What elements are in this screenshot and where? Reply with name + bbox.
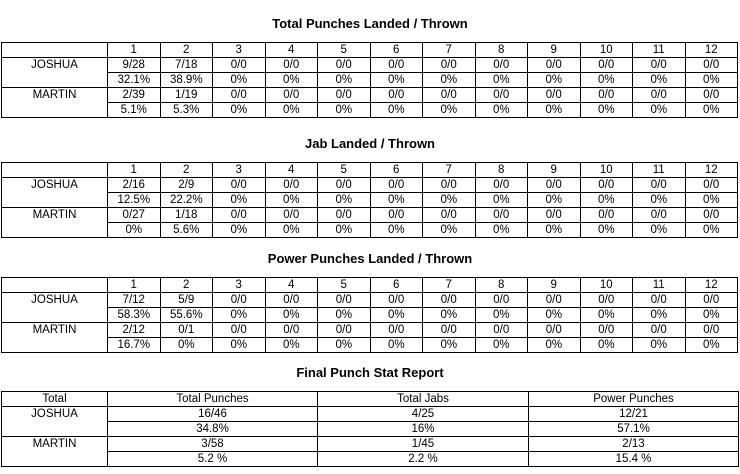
fighter-landed-row <box>2 208 738 223</box>
round-header-cell: 10 <box>580 278 633 293</box>
table-cell: 0% <box>265 193 318 208</box>
round-header-cell: 2 <box>160 43 213 58</box>
table-cell: 0% <box>475 73 528 88</box>
table-cell: 55.6% <box>160 308 213 323</box>
table-cell: 0/27 <box>108 208 161 223</box>
table-cell: 0/0 <box>423 178 476 193</box>
table-cell: 0/0 <box>265 323 318 338</box>
table-cell: 0% <box>213 193 266 208</box>
round-header-cell: 11 <box>633 43 686 58</box>
round-header-cell: 7 <box>423 278 476 293</box>
table-cell: 0/0 <box>685 208 738 223</box>
round-header-cell: 9 <box>528 163 581 178</box>
table-cell: 0% <box>633 223 686 238</box>
fighter-pct-row <box>2 73 738 88</box>
table-cell: 0% <box>528 308 581 323</box>
table-cell: 0/0 <box>318 293 371 308</box>
table-cell: 0/0 <box>633 323 686 338</box>
fighter-name: MARTIN <box>2 88 108 118</box>
fighter-pct-row <box>2 308 738 323</box>
table-cell: 0% <box>108 223 161 238</box>
table-cell: 0% <box>580 73 633 88</box>
round-header-cell: 10 <box>580 163 633 178</box>
round-header-cell: 6 <box>370 278 423 293</box>
table-cell: 0% <box>318 73 371 88</box>
table-cell: 0/0 <box>423 323 476 338</box>
final-header-total-jabs: Total Jabs <box>318 392 529 407</box>
round-header-cell: 4 <box>265 43 318 58</box>
table-cell: 5/9 <box>160 293 213 308</box>
table-cell: 0/0 <box>580 323 633 338</box>
table-cell: 0% <box>580 193 633 208</box>
round-header-cell: 8 <box>475 43 528 58</box>
fighter-landed-row <box>2 178 738 193</box>
round-header-cell: 12 <box>685 163 738 178</box>
table-cell: 2/12 <box>108 323 161 338</box>
table-cell: 0% <box>213 308 266 323</box>
table-cell: 0/0 <box>633 293 686 308</box>
table-cell: 0% <box>475 223 528 238</box>
table-cell: 0% <box>265 338 318 353</box>
round-header-cell: 2 <box>160 278 213 293</box>
table-cell: 0% <box>265 223 318 238</box>
table-cell: 0% <box>685 193 738 208</box>
round-header-cell: 7 <box>423 163 476 178</box>
table-cell: 2/13 <box>529 437 739 452</box>
table-cell: 0% <box>213 338 266 353</box>
table-cell: 5.3% <box>160 103 213 118</box>
table-cell: 0/0 <box>423 58 476 73</box>
round-header-cell: 1 <box>108 43 161 58</box>
table-cell: 0% <box>475 308 528 323</box>
table-cell: 0% <box>423 193 476 208</box>
table-cell: 0/0 <box>423 293 476 308</box>
table-cell: 0% <box>370 73 423 88</box>
table-cell: 1/18 <box>160 208 213 223</box>
round-header-cell: 3 <box>213 163 266 178</box>
table-cell: 2/9 <box>160 178 213 193</box>
round-header-cell: 5 <box>318 163 371 178</box>
table-cell: 0/0 <box>580 88 633 103</box>
table-cell: 0% <box>475 338 528 353</box>
table-cell: 0% <box>370 338 423 353</box>
table-cell: 0/0 <box>318 58 371 73</box>
table-cell: 0/0 <box>633 178 686 193</box>
table-cell: 0/0 <box>528 58 581 73</box>
table-cell: 0% <box>633 308 686 323</box>
table-cell: 0% <box>423 338 476 353</box>
fighter-pct-row <box>2 338 738 353</box>
table-cell: 0% <box>423 73 476 88</box>
table-cell: 0/0 <box>265 178 318 193</box>
round-header-row <box>2 163 738 178</box>
corner-cell <box>2 43 108 58</box>
table-cell: 4/25 <box>318 407 529 422</box>
round-header-cell: 8 <box>475 163 528 178</box>
table-cell: 0% <box>580 308 633 323</box>
fighter-pct-row <box>2 103 738 118</box>
table-cell: 0% <box>265 308 318 323</box>
final-joshua-pct-row <box>2 422 739 437</box>
total-punches-table <box>1 42 738 118</box>
jab-table <box>1 162 738 238</box>
table-cell: 0/0 <box>633 208 686 223</box>
table-cell: 9/28 <box>108 58 161 73</box>
round-header-cell: 5 <box>318 278 371 293</box>
table-cell: 0/0 <box>475 293 528 308</box>
table-cell: 0/0 <box>213 88 266 103</box>
table-cell: 0/0 <box>213 293 266 308</box>
table-cell: 0/0 <box>213 58 266 73</box>
power-punches-table <box>1 277 738 353</box>
round-header-cell: 6 <box>370 43 423 58</box>
table-cell: 0% <box>475 103 528 118</box>
round-header-cell: 1 <box>108 163 161 178</box>
table-cell: 0/0 <box>528 208 581 223</box>
table-cell: 2.2 % <box>318 452 529 467</box>
table-cell: 16.7% <box>108 338 161 353</box>
table-cell: 0/0 <box>213 323 266 338</box>
table-cell: 0% <box>685 223 738 238</box>
table-cell: 16/46 <box>108 407 318 422</box>
round-header-cell: 10 <box>580 43 633 58</box>
round-header-cell: 1 <box>108 278 161 293</box>
table-cell: 0% <box>475 193 528 208</box>
table-cell: 0% <box>318 308 371 323</box>
table-cell: 0/0 <box>318 88 371 103</box>
total-punches-title: Total Punches Landed / Thrown <box>272 16 468 31</box>
table-cell: 0/0 <box>265 293 318 308</box>
table-cell: 0% <box>423 103 476 118</box>
fighter-name: JOSHUA <box>2 407 108 437</box>
table-cell: 0% <box>528 103 581 118</box>
table-cell: 0% <box>528 193 581 208</box>
table-cell: 0/0 <box>370 178 423 193</box>
table-cell: 1/19 <box>160 88 213 103</box>
table-cell: 0/0 <box>475 88 528 103</box>
table-cell: 0/0 <box>265 88 318 103</box>
table-cell: 0/0 <box>213 208 266 223</box>
round-header-cell: 2 <box>160 163 213 178</box>
fighter-name: JOSHUA <box>2 58 108 88</box>
fighter-landed-row <box>2 88 738 103</box>
table-cell: 0% <box>370 103 423 118</box>
table-cell: 32.1% <box>108 73 161 88</box>
round-header-row <box>2 43 738 58</box>
table-cell: 0% <box>580 338 633 353</box>
table-cell: 0% <box>580 223 633 238</box>
table-cell: 0/0 <box>475 208 528 223</box>
table-cell: 0/0 <box>633 58 686 73</box>
table-cell: 0/0 <box>528 293 581 308</box>
table-cell: 2/16 <box>108 178 161 193</box>
table-cell: 0% <box>213 73 266 88</box>
table-cell: 0/0 <box>580 208 633 223</box>
round-header-cell: 7 <box>423 43 476 58</box>
table-cell: 0/0 <box>685 323 738 338</box>
table-cell: 0% <box>580 103 633 118</box>
table-cell: 0% <box>213 103 266 118</box>
final-report-title: Final Punch Stat Report <box>296 365 444 380</box>
table-cell: 0/0 <box>370 58 423 73</box>
round-header-cell: 6 <box>370 163 423 178</box>
final-martin-values-row <box>2 437 739 452</box>
table-cell: 0% <box>160 338 213 353</box>
table-cell: 1/45 <box>318 437 529 452</box>
round-header-cell: 8 <box>475 278 528 293</box>
table-cell: 5.2 % <box>108 452 318 467</box>
table-cell: 0% <box>265 103 318 118</box>
final-header-power-punches: Power Punches <box>529 392 739 407</box>
table-cell: 5.6% <box>160 223 213 238</box>
table-cell: 15.4 % <box>529 452 739 467</box>
table-cell: 5.1% <box>108 103 161 118</box>
table-cell: 0% <box>528 223 581 238</box>
table-cell: 0% <box>370 223 423 238</box>
table-cell: 0% <box>318 193 371 208</box>
table-cell: 0/0 <box>685 178 738 193</box>
table-cell: 0% <box>633 193 686 208</box>
fighter-pct-row <box>2 223 738 238</box>
table-cell: 0/0 <box>265 208 318 223</box>
table-cell: 0% <box>633 73 686 88</box>
table-cell: 0/0 <box>580 178 633 193</box>
round-header-cell: 9 <box>528 278 581 293</box>
table-cell: 0% <box>685 103 738 118</box>
table-cell: 7/18 <box>160 58 213 73</box>
table-cell: 0/0 <box>528 178 581 193</box>
table-cell: 12/21 <box>529 407 739 422</box>
corner-cell <box>2 163 108 178</box>
fighter-pct-row <box>2 193 738 208</box>
table-cell: 0/0 <box>265 58 318 73</box>
table-cell: 22.2% <box>160 193 213 208</box>
corner-cell <box>2 278 108 293</box>
table-cell: 0% <box>633 103 686 118</box>
table-cell: 0% <box>318 338 371 353</box>
round-header-cell: 3 <box>213 278 266 293</box>
table-cell: 0% <box>318 223 371 238</box>
table-cell: 0% <box>370 193 423 208</box>
table-cell: 0/0 <box>685 293 738 308</box>
fighter-name: JOSHUA <box>2 178 108 208</box>
table-cell: 0/0 <box>370 293 423 308</box>
fighter-name: JOSHUA <box>2 293 108 323</box>
fighter-name: MARTIN <box>2 208 108 238</box>
table-cell: 0/0 <box>213 178 266 193</box>
table-cell: 0/0 <box>685 58 738 73</box>
table-cell: 0/1 <box>160 323 213 338</box>
table-cell: 0% <box>213 223 266 238</box>
table-cell: 0/0 <box>475 178 528 193</box>
table-cell: 0% <box>528 73 581 88</box>
fighter-landed-row <box>2 293 738 308</box>
final-martin-pct-row <box>2 452 739 467</box>
table-cell: 0/0 <box>370 323 423 338</box>
table-cell: 0/0 <box>580 293 633 308</box>
round-header-row <box>2 278 738 293</box>
table-cell: 0/0 <box>318 323 371 338</box>
table-cell: 7/12 <box>108 293 161 308</box>
table-cell: 0% <box>423 308 476 323</box>
round-header-cell: 11 <box>633 163 686 178</box>
table-cell: 0/0 <box>423 208 476 223</box>
table-cell: 0% <box>685 338 738 353</box>
table-cell: 0/0 <box>528 88 581 103</box>
table-cell: 0% <box>423 223 476 238</box>
table-cell: 0/0 <box>475 58 528 73</box>
table-cell: 0/0 <box>475 323 528 338</box>
round-header-cell: 9 <box>528 43 581 58</box>
table-cell: 0% <box>633 338 686 353</box>
table-cell: 16% <box>318 422 529 437</box>
table-cell: 0/0 <box>318 208 371 223</box>
table-cell: 0% <box>685 308 738 323</box>
table-cell: 0/0 <box>685 88 738 103</box>
round-header-cell: 5 <box>318 43 371 58</box>
round-header-cell: 12 <box>685 43 738 58</box>
table-cell: 57.1% <box>529 422 739 437</box>
final-joshua-values-row <box>2 407 739 422</box>
table-cell: 3/58 <box>108 437 318 452</box>
round-header-cell: 12 <box>685 278 738 293</box>
table-cell: 0/0 <box>423 88 476 103</box>
round-header-cell: 4 <box>265 278 318 293</box>
table-cell: 0% <box>685 73 738 88</box>
final-header-total-punches: Total Punches <box>108 392 318 407</box>
table-cell: 2/39 <box>108 88 161 103</box>
final-header-row <box>2 392 739 407</box>
table-cell: 0% <box>265 73 318 88</box>
fighter-landed-row <box>2 323 738 338</box>
fighter-name: MARTIN <box>2 437 108 467</box>
table-cell: 0/0 <box>318 178 371 193</box>
table-cell: 58.3% <box>108 308 161 323</box>
table-cell: 38.9% <box>160 73 213 88</box>
table-cell: 0/0 <box>580 58 633 73</box>
final-report-table <box>1 391 739 467</box>
table-cell: 0/0 <box>528 323 581 338</box>
fighter-name: MARTIN <box>2 323 108 353</box>
table-cell: 0% <box>370 308 423 323</box>
table-cell: 0/0 <box>370 88 423 103</box>
table-cell: 0% <box>528 338 581 353</box>
table-cell: 0/0 <box>633 88 686 103</box>
power-punches-title: Power Punches Landed / Thrown <box>267 251 473 266</box>
table-cell: 0% <box>318 103 371 118</box>
table-cell: 12.5% <box>108 193 161 208</box>
jab-title: Jab Landed / Thrown <box>304 136 435 151</box>
round-header-cell: 11 <box>633 278 686 293</box>
table-cell: 34.8% <box>108 422 318 437</box>
round-header-cell: 3 <box>213 43 266 58</box>
fighter-landed-row <box>2 58 738 73</box>
table-cell: 0/0 <box>370 208 423 223</box>
round-header-cell: 4 <box>265 163 318 178</box>
final-header-total: Total <box>2 392 108 407</box>
